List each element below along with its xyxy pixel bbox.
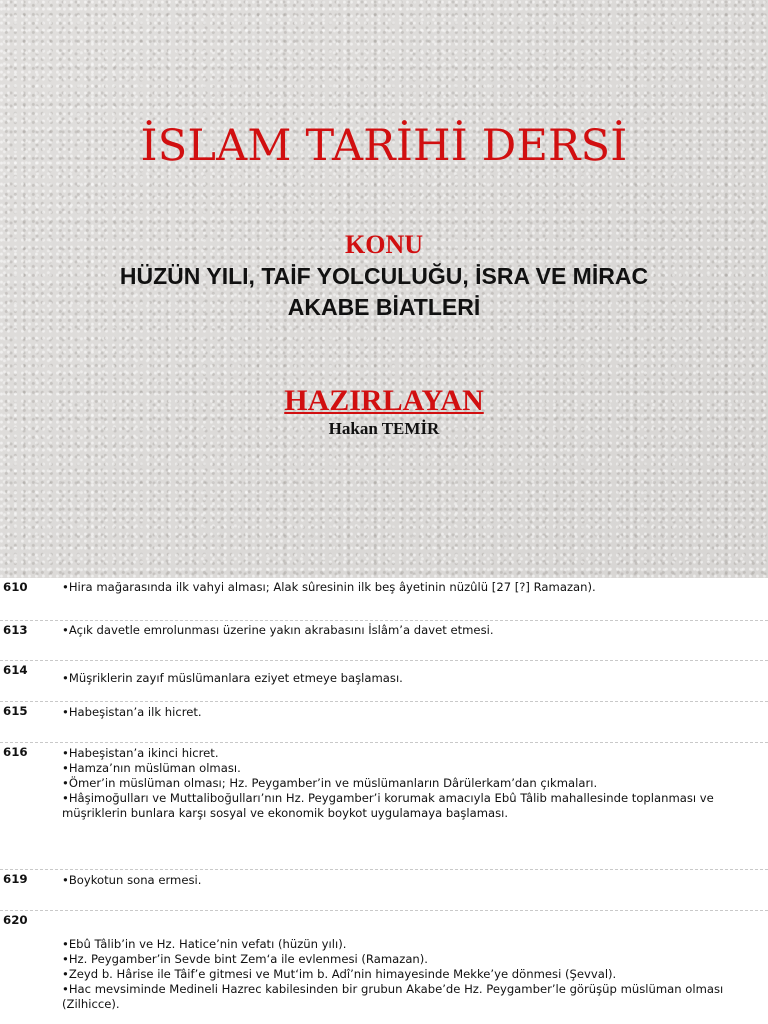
year-619: 619 [3, 872, 28, 886]
event-item: •Hira mağarasında ilk vahyi alması; Alak sûresinin ilk beş âyetinin nüzûlü [27 [?] Ramazan). [62, 580, 596, 594]
timeline-row-616 [0, 742, 768, 869]
event-item: •Hac mevsiminde Medineli Hazrec kabilesinden bir grubun Akabe’de Hz. Peygamber’le görüşüp müslüman olması (Zilhicce). [62, 982, 724, 1011]
event-item: •Ebû Tâlib’in ve Hz. Hatice’nin vefatı (hüzün yılı). [62, 937, 347, 951]
event-item: •Zeyd b. Hârise ile Tâif’e gitmesi ve Mut‘im b. Adî’nin himayesinde Mekke’ye dönmesi (Şevval). [62, 967, 617, 981]
timeline-row-619 [0, 869, 768, 910]
event-item: •Hz. Peygamber’in Sevde bint Zem‘a ile evlenmesi (Ramazan). [62, 952, 428, 966]
event-item: •Ömer’in müslüman olması; Hz. Peygamber’in ve müslümanların Dârülerkam’dan çıkmaları. [62, 776, 598, 790]
year-614: 614 [3, 663, 28, 677]
page-title: İSLAM TARİHİ DERSİ [140, 121, 628, 171]
year-610: 610 [3, 580, 28, 594]
event-item: •Hâşimoğulları ve Muttaliboğulları’nın Hz. Peygamber’i korumak amacıyla Ebû Tâlib mahallesinde toplanması ve müşriklerin bunlara karşı sosyal ve ekonomik boykot uygulamaya başlaması. [62, 791, 714, 820]
year-615: 615 [3, 704, 28, 718]
event-list-614 [62, 671, 765, 686]
timeline-row-613 [0, 620, 768, 660]
author-name: Hakan TEMİR [328, 419, 440, 438]
event-list-613 [62, 623, 765, 638]
event-list-619 [62, 873, 765, 888]
year-620: 620 [3, 913, 28, 927]
subject-title-line-1: HÜZÜN YILI, TAİF YOLCULUĞU, İSRA VE MİRAC [119, 263, 649, 289]
year-613: 613 [3, 623, 28, 637]
event-item: •Habeşistan’a ikinci hicret. [62, 746, 219, 760]
event-list-616 [62, 746, 765, 821]
event-item: •Boykotun sona ermesi. [62, 873, 202, 887]
year-616: 616 [3, 745, 28, 759]
event-list-620 [62, 937, 765, 1012]
timeline-row-614 [0, 660, 768, 701]
event-item: •Habeşistan’a ilk hicret. [62, 705, 202, 719]
timeline-row-615 [0, 701, 768, 742]
timeline-row-620 [0, 910, 768, 1024]
subject-label: KONU [345, 230, 423, 259]
event-item: •Müşriklerin zayıf müslümanlara eziyet etmeye başlaması. [62, 671, 403, 685]
subject-title-line-2: AKABE BİATLERİ [287, 294, 481, 320]
chronology-table [0, 578, 768, 1024]
timeline-row-610 [0, 578, 768, 620]
prepared-by-label: HAZIRLAYAN [284, 384, 484, 417]
event-item: •Açık davetle emrolunması üzerine yakın akrabasını İslâm’a davet etmesi. [62, 623, 494, 637]
event-item: •Hamza’nın müslüman olması. [62, 761, 241, 775]
event-list-615 [62, 705, 765, 720]
event-list-610 [62, 580, 765, 595]
